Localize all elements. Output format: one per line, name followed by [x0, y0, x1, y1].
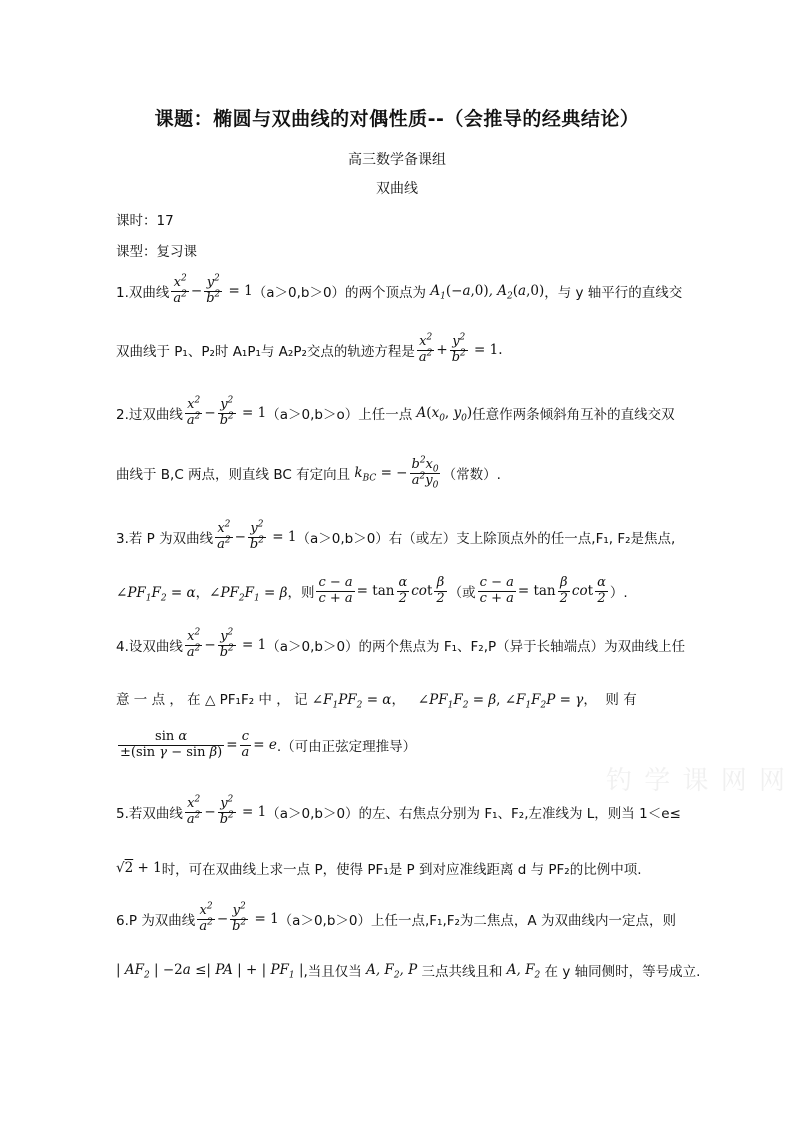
- item-4-line-1: 4.设双曲线 $\frac{x^2}{a^2}$ − $\frac{y^2}{b^2}$ = 1 （a＞0,b＞0）的两个焦点为 F₁、F₂,P（异于长轴端点）为双曲线上任: [116, 627, 686, 660]
- item-3-line-1: 3.若 P 为双曲线 $\frac{x^2}{a^2}$ − $\frac{y^2}{b^2}$ = 1 （a＞0,b＞0）右（或左）支上除顶点外的任一点,F₁, F₂是焦点,: [116, 519, 676, 552]
- item-2-line-1: 2.过双曲线 $\frac{x^2}{a^2}$ − $\frac{y^2}{b^2}$ = 1 （a＞0,b＞o）上任一点 $A(x_0$, $y_0$) 任意作两条倾斜角互补的直线交双: [116, 395, 675, 428]
- item-5-line-1: 5.若双曲线 $\frac{x^2}{a^2}$ − $\frac{y^2}{b^2}$ = 1 （a＞0,b＞0）的左、右焦点分别为 F₁、F₂,左准线为 L，则当 1＜e≤: [116, 794, 681, 827]
- item-6-line-2: | $AF_2$ | −2a ≤| PA | + | $PF_1$ | ,当且仅当 A, $F_2$, P 三点共线且和 A, $F_2$ 在 y 轴同侧时，等号成立.: [116, 962, 701, 981]
- item-5-line-2: √2 + 1 时，可在双曲线上求一点 P，使得 PF₁是 P 到对应准线距离 d 与 PF₂的比例中项.: [116, 860, 642, 878]
- formula-vertices: $A_1(-a,0)$, $A_2(a,0)$: [426, 283, 545, 303]
- item-1-line-1: 1.双曲线 $\frac{x^2}{a^2}$ − $\frac{y^2}{b^2}$ = 1 （a＞0,b＞0）的两个顶点为 $A_1(-a,0)$, $A_2(a,0)$ ，与 y 轴平行的直线交: [116, 273, 683, 306]
- item-3-line-2: $\angle PF_1F_2 = \alpha$，$\angle PF_2F_1 = \beta$ ，则 $\frac{c - a}{c + a}$ = tan $\frac{\alpha}{2}$ co t $\frac{\beta}{2}$ （或 $\frac{c - a}{c + a}$ = tan $\frac{\beta}{2}$ co t $\frac{\alpha}{2}$ ）.: [116, 575, 628, 606]
- item-6-line-1: 6.P 为双曲线 $\frac{x^2}{a^2}$ − $\frac{y^2}{b^2}$ = 1 （a＞0,b＞0）上任一点,F₁,F₂为二焦点，A 为双曲线内一定点，则: [116, 901, 676, 934]
- page-title: 课题：椭圆与双曲线的对偶性质--（会推导的经典结论）: [154, 108, 640, 130]
- item-4-line-3: $\frac{\text{sin α}}{\text{±(sin γ − sin β)}}$ = $\frac{c}{a}$ = e .（可由正弦定理推导）: [120, 729, 417, 760]
- group-name: 高三数学备课组: [348, 152, 446, 168]
- formula-y2-b2: $\frac{y^2}{b^2}$: [206, 273, 221, 306]
- item-1-line-2: 双曲线于 P₁、P₂时 A₁P₁与 A₂P₂交点的轨迹方程是 $\frac{x^2}{a^2}$ + $\frac{y^2}{b^2}$ = 1.: [116, 332, 503, 365]
- item-2-line-2: 曲线于 B,C 两点，则直线 BC 有定向且 $k_{BC}$ = − $\frac{b^2x_0}{a^2y_0}$ （常数）.: [116, 455, 501, 491]
- lesson-type: 课型：复习课: [116, 244, 197, 260]
- formula-x2-a2: $\frac{x^2}{a^2}$: [173, 273, 187, 306]
- watermark: 钓 学 课 网 网: [606, 766, 788, 796]
- topic-heading: 双曲线: [376, 181, 418, 197]
- period-info: 课时：17: [116, 213, 174, 229]
- item-4-line-2: 意 一 点 ， 在 △ PF₁F₂ 中 ， 记 $\angle F_1PF_2 = \alpha$， $\angle PF_1F_2 = \beta$, $\angle F_1F_2P = \gamma$， 则 有: [116, 692, 637, 711]
